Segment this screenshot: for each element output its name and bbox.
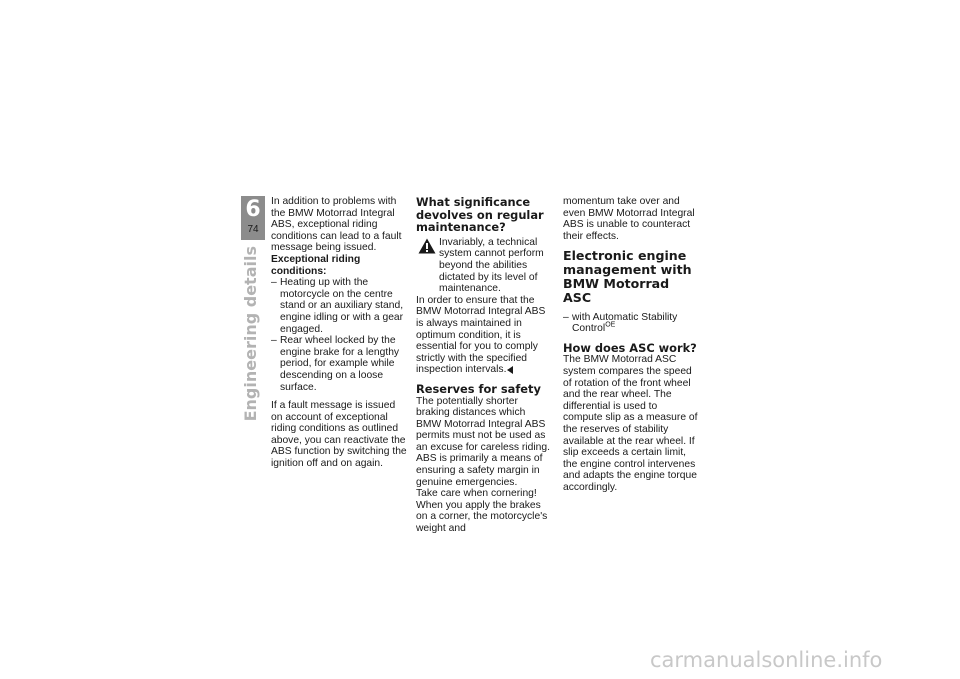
heading-asc-work: How does ASC work? bbox=[563, 340, 697, 355]
momentum-paragraph: momentum take over and even BMW Motorrad Integral ABS is unable to counteract their effects. bbox=[563, 196, 695, 242]
page-number: 74 bbox=[247, 224, 259, 235]
list-item bbox=[563, 312, 699, 335]
heading-engine-management: Electronic engine management with BMW Motorrad ASC bbox=[563, 248, 692, 305]
chapter-badge bbox=[241, 196, 265, 240]
heading-maintenance: What significance devolves on regular maintenance? bbox=[416, 195, 544, 235]
dash-bullet: – bbox=[271, 277, 277, 289]
list-item bbox=[271, 335, 407, 393]
outro-paragraph: If a fault message is issued on account of exceptional riding conditions as outlined above, you can reactivate the ABS function by switching the ignition off and on again. bbox=[271, 400, 407, 470]
maintenance-paragraph bbox=[416, 295, 552, 376]
warning-block bbox=[416, 237, 552, 295]
asc-paragraph: The BMW Motorrad ASC system compares the speed of rotation of the front wheel and the rear wheel. The differential is used to compute slip as a measure of the reserves of stability available at the rear wheel. If slip exceeds a certain limit, the engine control intervenes and adapts the engine torque accordingly. bbox=[563, 354, 698, 493]
column-3 bbox=[563, 196, 699, 493]
dash-bullet: – bbox=[563, 311, 569, 323]
maintenance-text: In order to ensure that the BMW Motorrad Integral ABS is always maintained in optimum condition, it is essential for you to comply strictly with the specified inspection intervals. bbox=[416, 294, 546, 376]
column-2 bbox=[416, 196, 552, 535]
list-item-text: Heating up with the motorcycle on the centre stand or an auxiliary stand, engine idling or with a gear engaged. bbox=[280, 277, 404, 335]
oe-superscript: OE bbox=[605, 321, 616, 329]
warning-text: Invariably, a technical system cannot perform beyond the abilities dictated by its level of maintenance. bbox=[439, 236, 544, 295]
column-1 bbox=[271, 196, 407, 470]
end-mark-icon bbox=[507, 366, 513, 374]
watermark: carmanualsonline.info bbox=[650, 648, 883, 672]
list-item bbox=[271, 277, 407, 335]
list-item-text: Rear wheel locked by the engine brake for a lengthy period, for example while descending on a loose surface. bbox=[280, 335, 400, 393]
chapter-number: 6 bbox=[245, 197, 261, 222]
warning-triangle-icon bbox=[418, 238, 436, 254]
intro-paragraph: In addition to problems with the BMW Motorrad Integral ABS, exceptional riding conditions can lead to a fault message being issued. bbox=[271, 196, 402, 254]
dash-bullet: – bbox=[271, 335, 277, 347]
subheading-exceptional-conditions: Exceptional riding conditions: bbox=[271, 253, 361, 277]
reserves-paragraph: The potentially shorter braking distances which BMW Motorrad Integral ABS permits must not be used as an excuse for careless riding. ABS is primarily a means of ensuring a safety margin in genuine emergencies. bbox=[416, 395, 550, 488]
asc-item-text: with Automatic Stability Control bbox=[572, 311, 678, 335]
chapter-title: Engineering details bbox=[241, 246, 260, 422]
cornering-paragraph: Take care when cornering! When you apply the brakes on a corner, the motorcycle's weight and bbox=[416, 488, 548, 535]
heading-reserves: Reserves for safety bbox=[416, 381, 541, 396]
